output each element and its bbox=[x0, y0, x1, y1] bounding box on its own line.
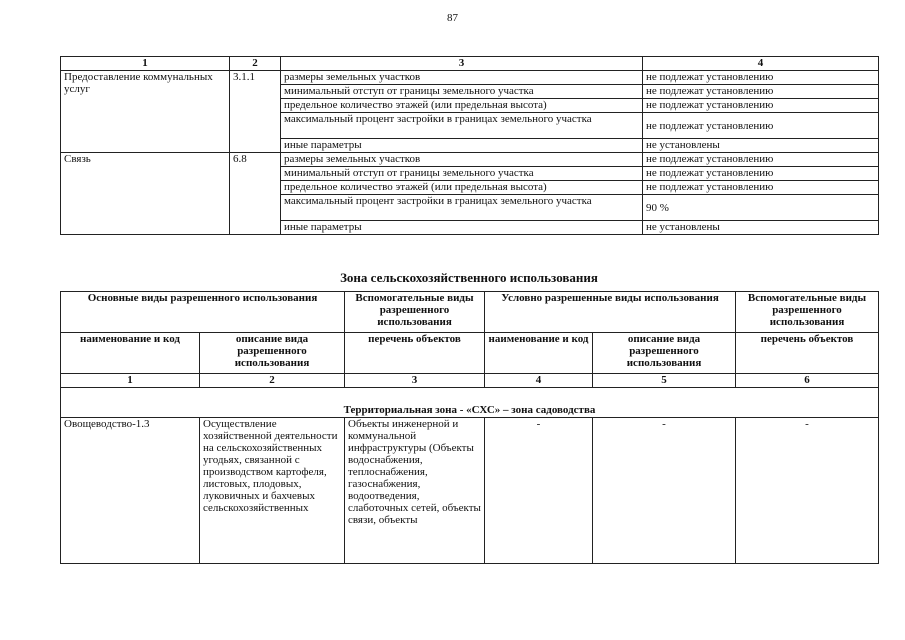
value-cell: не подлежат установлению bbox=[643, 71, 879, 85]
name-code-header-2: наименование и код bbox=[485, 333, 593, 374]
use-description-cell: Осуществление хозяйственной деятельности на сельскохозяйственных угодьях, связанной с производством картофеля, листовых, плодовых, луковичных и бахчевых сельскохозяйственных bbox=[200, 418, 345, 564]
use-code-cell: 3.1.1 bbox=[230, 71, 281, 153]
column-number: 5 bbox=[593, 374, 736, 388]
column-number: 4 bbox=[485, 374, 593, 388]
zone-title: Зона сельскохозяйственного использования bbox=[340, 270, 598, 285]
aux-uses-header: Вспомогательные виды разрешенного использования bbox=[345, 292, 485, 333]
param-cell: размеры земельных участков bbox=[281, 71, 643, 85]
column-number: 1 bbox=[61, 374, 200, 388]
main-uses-header: Основные виды разрешенного использования bbox=[61, 292, 345, 333]
value-cell: не подлежат установлению bbox=[643, 99, 879, 113]
param-cell: предельное количество этажей (или предельная высота) bbox=[281, 99, 643, 113]
value-cell: не подлежат установлению bbox=[643, 113, 879, 139]
value-cell: не подлежат установлению bbox=[643, 85, 879, 99]
table-row bbox=[61, 153, 879, 167]
param-cell: максимальный процент застройки в границах земельного участка bbox=[281, 113, 643, 139]
use-code-cell: 6.8 bbox=[230, 153, 281, 235]
territorial-zone-title: Территориальная зона - «СХС» – зона садоводства bbox=[61, 402, 879, 418]
use-name-cell: Овощеводство-1.3 bbox=[61, 418, 200, 564]
value-cell: 90 % bbox=[643, 195, 879, 221]
conditional-name-cell: - bbox=[485, 418, 593, 564]
conditional-uses-header: Условно разрешенные виды использования bbox=[485, 292, 736, 333]
description-header: описание вида разрешенного использования bbox=[200, 333, 345, 374]
zone-uses-table bbox=[60, 291, 879, 564]
param-cell: иные параметры bbox=[281, 139, 643, 153]
value-cell: не подлежат установлению bbox=[643, 167, 879, 181]
value-cell: не установлены bbox=[643, 139, 879, 153]
table-row bbox=[61, 418, 879, 564]
column-number: 6 bbox=[736, 374, 879, 388]
conditional-description-cell: - bbox=[593, 418, 736, 564]
page-number: 87 bbox=[447, 12, 458, 24]
param-cell: максимальный процент застройки в границах земельного участка bbox=[281, 195, 643, 221]
objects-cell: Объекты инженерной и коммунальной инфраструктуры (Объекты водоснабжения, теплоснабжения, газоснабжения, водоотведения, слаботочных сетей, объекты связи, объекты bbox=[345, 418, 485, 564]
aux-uses-header-2: Вспомогательные виды разрешенного использования bbox=[736, 292, 879, 333]
value-cell: не подлежат установлению bbox=[643, 181, 879, 195]
column-header: 2 bbox=[230, 57, 281, 71]
use-name-cell: Предоставление коммунальных услуг bbox=[61, 71, 230, 153]
use-name-cell: Связь bbox=[61, 153, 230, 235]
name-code-header: наименование и код bbox=[61, 333, 200, 374]
value-cell: не подлежат установлению bbox=[643, 153, 879, 167]
spacer-cell bbox=[61, 388, 879, 403]
column-number: 2 bbox=[200, 374, 345, 388]
value-cell: не установлены bbox=[643, 221, 879, 235]
param-cell: предельное количество этажей (или предельная высота) bbox=[281, 181, 643, 195]
param-cell: иные параметры bbox=[281, 221, 643, 235]
spacer-row bbox=[61, 388, 879, 403]
param-cell: минимальный отступ от границы земельного участка bbox=[281, 167, 643, 181]
column-number: 3 bbox=[345, 374, 485, 388]
objects-header-2: перечень объектов bbox=[736, 333, 879, 374]
column-header: 3 bbox=[281, 57, 643, 71]
parameters-table bbox=[60, 56, 879, 235]
description-header-2: описание вида разрешенного использования bbox=[593, 333, 736, 374]
param-cell: размеры земельных участков bbox=[281, 153, 643, 167]
column-header: 1 bbox=[61, 57, 230, 71]
table-row bbox=[61, 71, 879, 85]
param-cell: минимальный отступ от границы земельного участка bbox=[281, 85, 643, 99]
group-header-row bbox=[61, 292, 879, 333]
table-header-row bbox=[61, 57, 879, 71]
sub-header-row bbox=[61, 333, 879, 374]
column-header: 4 bbox=[643, 57, 879, 71]
column-number-row bbox=[61, 374, 879, 388]
territorial-zone-row bbox=[61, 402, 879, 418]
aux-objects-cell: - bbox=[736, 418, 879, 564]
objects-header: перечень объектов bbox=[345, 333, 485, 374]
